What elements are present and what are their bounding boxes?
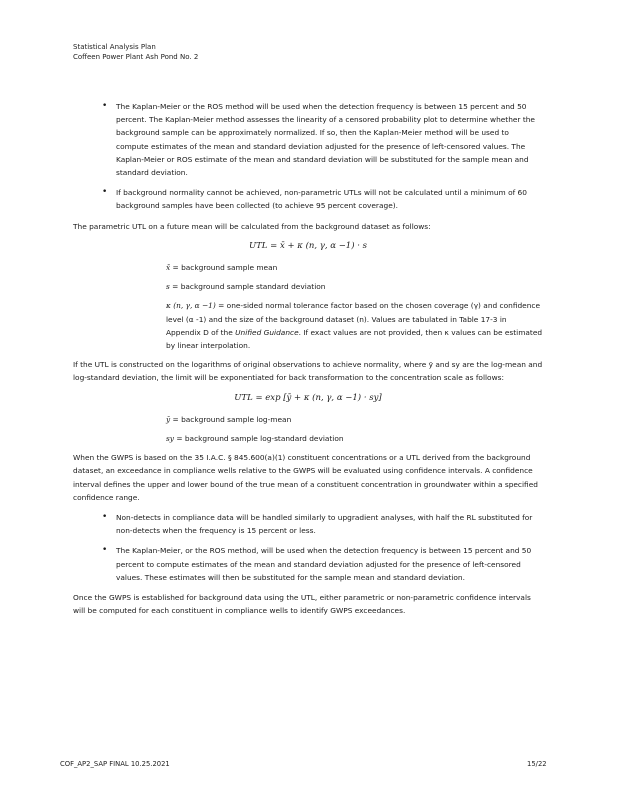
document-body	[73, 100, 543, 625]
final-paragraph: Once the GWPS is established for background data using the UTL, either parametric or non-parametric confidence intervals will be computed for each constituent in compliance wells to identify GWPS exceedances.	[73, 593, 531, 616]
definition-text: = background sample standard deviation	[169, 282, 326, 292]
utl-equation: UTL = x̄ + κ (n, γ, α −1) · s	[248, 240, 368, 251]
definition-kappa	[73, 299, 543, 352]
definition-text: = background sample mean	[170, 263, 278, 273]
bullet-nondetects: • Non-detects in compliance data will be handled similarly to upgradient analyses, with half the RL substituted for non-detects when the frequency is 15 percent or less.	[73, 511, 543, 537]
footer-page-number: 15/22	[527, 760, 547, 768]
footer-doc-id: COF_AP2_SAP FINAL 10.25.2021	[60, 760, 170, 768]
header-doc-title: Statistical Analysis Plan	[73, 43, 156, 51]
bullet-kaplan-meier: • The Kaplan-Meier or the ROS method will be used when the detection frequency is between 15 percent and 50 percent. The Kaplan-Meier method assesses the linearity of a censored probability plot to determine whether the background sample can be approximately normalized. If so, then the Kaplan-Meier method will be used to compute estimates of the mean and standard deviation adjusted for the presence of left-censored values. The Kaplan-Meier or ROS estimate of the mean and standard deviation will be substituted for the sample mean and standard deviation.	[73, 100, 543, 179]
log-utl-equation: UTL = exp [ȳ + κ (n, γ, α −1) · sy]	[234, 392, 382, 403]
bullet-kaplan-meier-compliance: • The Kaplan-Meier, or the ROS method, will be used when the detection frequency is between 15 percent and 50 percent to compute estimates of the mean and standard deviation adjusted for the presence of left-censored values. These estimates will then be substituted for the sample mean and standard deviation.	[73, 544, 543, 584]
bullet-nonparametric: • If background normality cannot be achieved, non-parametric UTLs will not be calculated until a minimum of 60 background samples have been collected (to achieve 95 percent coverage).	[73, 186, 543, 212]
unified-guidance-title: Unified Guidance	[235, 327, 299, 337]
header-site-name: Coffeen Power Plant Ash Pond No. 2	[73, 53, 199, 61]
definition-log-std-dev	[73, 432, 543, 445]
definition-text: = one-sided normal tolerance factor based on the chosen coverage (γ) and confidence level (α -1) and the size of the background dataset (n). Values are tabulated in Table 17-3 in Appendix D of the	[166, 301, 541, 337]
definition-text: . If exact values are not provided, then κ values can be estimated by linear interpolation.	[166, 327, 543, 351]
gwps-paragraph: When the GWPS is based on the 35 I.A.C. § 845.600(a)(1) constituent concentrations or a UTL derived from the background dataset, an exceedance in compliance wells relative to the GWPS will be evaluated using confidence intervals. A confidence interval defines the upper and lower bound of the true mean of a constituent concentration in groundwater within a specified confidence range.	[73, 453, 538, 502]
page-header	[73, 42, 198, 62]
definition-text: = background sample log-mean	[170, 414, 292, 424]
log-utl-paragraph: If the UTL is constructed on the logarithms of original observations to achieve normality, where ȳ and sy are the log-mean and log-standard deviation, the limit will be exponentiated for back transformation to the concentration scale as follows:	[73, 360, 543, 383]
definition-symbol: ȳ	[166, 414, 171, 424]
definition-text: = background sample log-standard deviation	[173, 434, 344, 444]
definition-log-mean	[73, 413, 543, 426]
definition-symbol: s	[166, 282, 170, 292]
definition-std-dev	[73, 280, 543, 293]
definition-symbol: κ (n, γ, α −1)	[166, 301, 216, 311]
definition-mean	[73, 261, 543, 274]
utl-intro-paragraph: The parametric UTL on a future mean will be calculated from the background dataset as follows:	[73, 221, 431, 231]
definition-symbol: x̄	[166, 263, 171, 273]
definition-symbol: sy	[166, 434, 174, 444]
